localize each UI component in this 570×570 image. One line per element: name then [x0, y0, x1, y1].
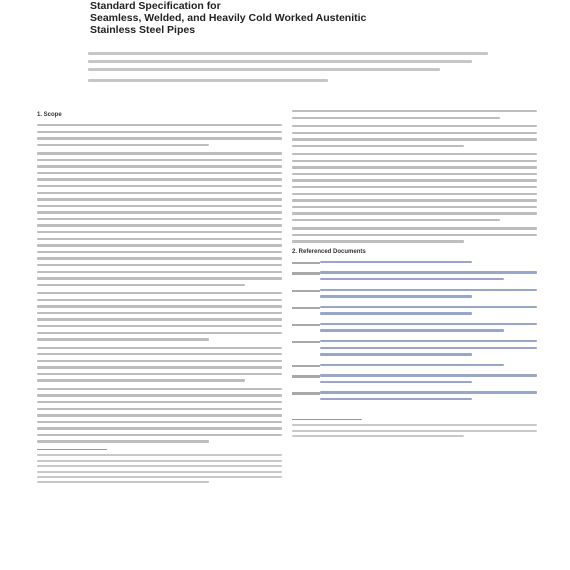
paragraph: [37, 347, 282, 382]
paragraph: [292, 110, 537, 119]
note-paragraph: [37, 152, 282, 286]
list-item[interactable]: [292, 391, 537, 404]
paragraph: [37, 124, 282, 146]
footnote: [292, 424, 537, 437]
section-heading-scope: 1. Scope: [37, 112, 62, 118]
title-line-2: Seamless, Welded, and Heavily Cold Worked Austenitic: [90, 12, 367, 24]
section-heading-referenced-documents: 2. Referenced Documents: [292, 248, 366, 255]
left-column: [37, 108, 282, 487]
list-item[interactable]: [292, 374, 537, 387]
paragraph: [37, 388, 282, 443]
standard-notice: [88, 52, 488, 87]
paragraph: [292, 153, 537, 221]
list-item[interactable]: [292, 364, 537, 371]
list-item[interactable]: [292, 340, 537, 360]
note-paragraph: [292, 227, 537, 243]
footnote: [37, 454, 282, 483]
list-item[interactable]: [292, 289, 537, 302]
title-line-3: Stainless Steel Pipes: [90, 24, 196, 36]
reference-list: [292, 261, 537, 405]
list-item[interactable]: [292, 271, 537, 284]
list-item[interactable]: [292, 261, 537, 268]
paragraph: [292, 125, 537, 147]
right-column: [292, 108, 537, 440]
list-item[interactable]: [292, 306, 537, 319]
list-item[interactable]: [292, 323, 537, 336]
document-title: [90, 0, 510, 36]
title-line-1: Standard Specification for: [90, 0, 221, 12]
paragraph: [37, 292, 282, 340]
